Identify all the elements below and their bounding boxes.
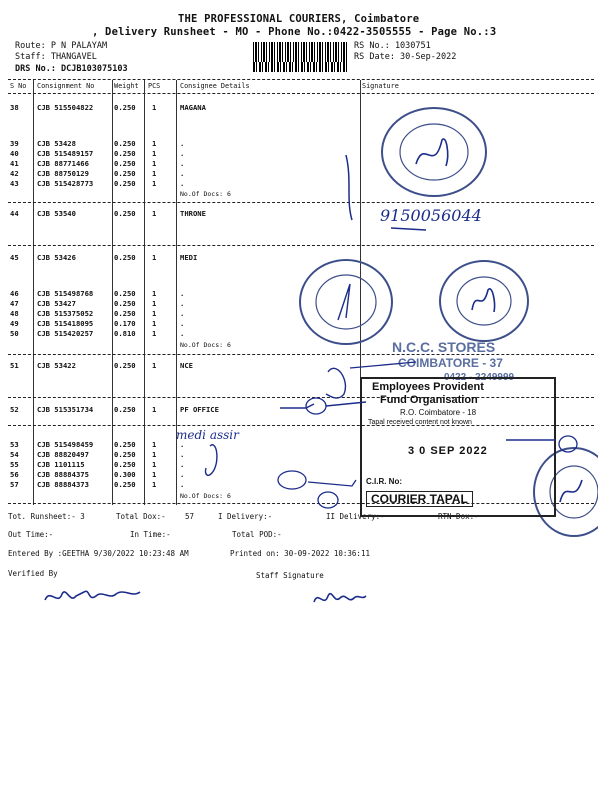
row-sno: 49 [10,319,19,328]
epf-line4: Tapal received content not known [368,419,472,426]
row-pcs: 1 [152,169,157,178]
row-details: . [180,460,185,469]
row-details: . [180,440,185,449]
row-weight: 0.250 [114,309,136,318]
row-weight: 0.250 [114,405,136,414]
row-weight: 0.250 [114,361,136,370]
rs-date: RS Date: 30-Sep-2022 [354,52,457,62]
row-consignment: CJB 515498768 [37,289,94,298]
row-weight: 0.250 [114,299,136,308]
rule-header [8,93,594,94]
row-details: . [180,319,185,328]
row-consignment: CJB 88771466 [37,159,89,168]
row-consignment: CJB 88884373 [37,480,89,489]
staff-label: Staff: THANGAVEL [15,52,97,62]
row-pcs: 1 [152,289,157,298]
ii-delivery: II Delivery:- [326,512,385,521]
row-sno: 44 [10,209,19,218]
col-divider [112,80,113,505]
row-sno: 57 [10,480,19,489]
handwritten-marks [176,110,596,515]
col-divider [144,80,145,505]
row-consignment: CJB 53426 [37,253,76,262]
epf-tapal: COURIER TAPAL [366,491,473,507]
row-pcs: 1 [152,480,157,489]
row-consignment: CJB 515418095 [37,319,94,328]
row-details: . [180,470,185,479]
drs-number: DRS No.: DCJB103075103 [15,64,128,74]
row-weight: 0.250 [114,149,136,158]
ncc-stamp-phone: 0422 - 2249999 [444,372,515,383]
row-sno: 56 [10,470,19,479]
row-details: . [180,169,185,178]
row-sno: 42 [10,169,19,178]
row-consignment: CJB 515504822 [37,103,94,112]
row-consignment: CJB 53422 [37,361,76,370]
row-details: THRONE [180,209,206,218]
row-details: . [180,179,185,188]
row-pcs: 1 [152,103,157,112]
ncc-stamp-line1: N.C.C. STORES [392,339,496,355]
row-pcs: 1 [152,460,157,469]
row-sno: 53 [10,440,19,449]
row-weight: 0.250 [114,103,136,112]
row-pcs: 1 [152,209,157,218]
row-details: . [180,149,185,158]
row-consignment: CJB 53427 [37,299,76,308]
row-weight: 0.300 [114,470,136,479]
staff-signature [310,586,370,612]
row-details: NCE [180,361,193,370]
row-weight: 0.250 [114,209,136,218]
row-sno: 54 [10,450,19,459]
row-sno: 41 [10,159,19,168]
col-sno: S No [10,82,27,90]
verifier-signature [40,578,160,612]
row-weight: 0.250 [114,440,136,449]
row-weight: 0.250 [114,289,136,298]
row-details: . [180,139,185,148]
row-details: . [180,480,185,489]
total-dox-label: Total Dox:- [116,512,166,521]
verified-by: Verified By [8,569,58,578]
col-pcs: PCS [148,82,161,90]
row-sno: 46 [10,289,19,298]
docs-count: No.Of Docs: 6 [180,492,231,500]
row-pcs: 1 [152,361,157,370]
route-label: Route: P N PALAYAM [15,41,108,51]
row-sno: 51 [10,361,19,370]
row-details: MAGANA [180,103,206,112]
entered-by: Entered By :GEETHA 9/30/2022 10:23:48 AM [8,549,189,558]
row-consignment: CJB 515375052 [37,309,94,318]
row-sno: 39 [10,139,19,148]
row-details: PF OFFICE [180,405,219,414]
docs-count: No.Of Docs: 6 [180,341,231,349]
row-sno: 45 [10,253,19,262]
row-sno: 43 [10,179,19,188]
rule-top [8,79,594,80]
row-weight: 0.810 [114,329,136,338]
row-consignment: CJB 515351734 [37,405,94,414]
row-pcs: 1 [152,299,157,308]
row-weight: 0.250 [114,169,136,178]
rtn-dox: RTN Dox:- [438,512,479,521]
row-pcs: 1 [152,159,157,168]
row-consignment: CJB 53540 [37,209,76,218]
row-pcs: 1 [152,253,157,262]
col-weight: Weight [114,82,139,90]
handwritten-medi: medi assir [176,428,239,442]
row-consignment: CJB 88820497 [37,450,89,459]
row-sno: 40 [10,149,19,158]
row-consignment: CJB 1101115 [37,460,85,469]
row-sno: 55 [10,460,19,469]
row-consignment: CJB 515420257 [37,329,94,338]
row-sno: 47 [10,299,19,308]
runsheet-subtitle: , Delivery Runsheet - MO - Phone No.:0422-3505555 - Page No.:3 [92,26,497,38]
epf-line1: Employees Provident [372,381,484,393]
col-consignment: Consignment No [37,82,95,90]
in-time: In Time:- [130,530,171,539]
row-details: . [180,309,185,318]
row-pcs: 1 [152,319,157,328]
row-weight: 0.250 [114,480,136,489]
row-weight: 0.250 [114,450,136,459]
row-pcs: 1 [152,179,157,188]
col-divider [33,80,34,505]
row-sno: 50 [10,329,19,338]
printed-on: Printed on: 30-09-2022 10:36:11 [230,549,370,558]
row-details: . [180,159,185,168]
rs-number: RS No.: 1030751 [354,41,431,51]
row-sno: 38 [10,103,19,112]
row-pcs: 1 [152,149,157,158]
row-consignment: CJB 515428773 [37,179,94,188]
row-details: . [180,289,185,298]
epf-line2: Fund Organisation [380,394,478,406]
row-weight: 0.250 [114,139,136,148]
row-weight: 0.250 [114,460,136,469]
row-consignment: CJB 53428 [37,139,76,148]
barcode-lower [253,62,348,72]
col-signature: Signature [362,82,399,90]
row-pcs: 1 [152,450,157,459]
row-weight: 0.250 [114,253,136,262]
row-pcs: 1 [152,405,157,414]
row-sno: 52 [10,405,19,414]
row-consignment: CJB 88750129 [37,169,89,178]
row-pcs: 1 [152,139,157,148]
row-details: . [180,329,185,338]
handwritten-phone: 9150056044 [380,206,482,225]
epf-date: 3 0 SEP 2022 [408,445,488,457]
row-consignment: CJB 515498459 [37,440,94,449]
row-pcs: 1 [152,440,157,449]
row-sno: 48 [10,309,19,318]
row-pcs: 1 [152,470,157,479]
row-consignment: CJB 88884375 [37,470,89,479]
row-details: MEDI [180,253,198,262]
epf-line3: R.O. Coimbatore - 18 [400,408,477,417]
total-pod: Total POD:- [232,530,282,539]
row-consignment: CJB 515489157 [37,149,94,158]
row-details: . [180,299,185,308]
row-weight: 0.250 [114,179,136,188]
out-time: Out Time:- [8,530,54,539]
docs-count: No.Of Docs: 6 [180,190,231,198]
i-delivery: I Delivery:- [218,512,273,521]
total-dox-value: 57 [185,512,195,521]
row-details: . [180,450,185,459]
ncc-stamp-line2: COIMBATORE - 37 [398,356,503,370]
company-title: THE PROFESSIONAL COURIERS, Coimbatore [178,13,420,25]
epf-cir: C.I.R. No: [366,477,402,486]
row-weight: 0.170 [114,319,136,328]
tot-runsheet: Tot. Runsheet:- 3 [8,512,85,521]
staff-signature-label: Staff Signature [256,571,324,580]
row-pcs: 1 [152,309,157,318]
row-weight: 0.250 [114,159,136,168]
barcode [253,42,348,62]
col-consignee: Consignee Details [180,82,250,90]
row-pcs: 1 [152,329,157,338]
